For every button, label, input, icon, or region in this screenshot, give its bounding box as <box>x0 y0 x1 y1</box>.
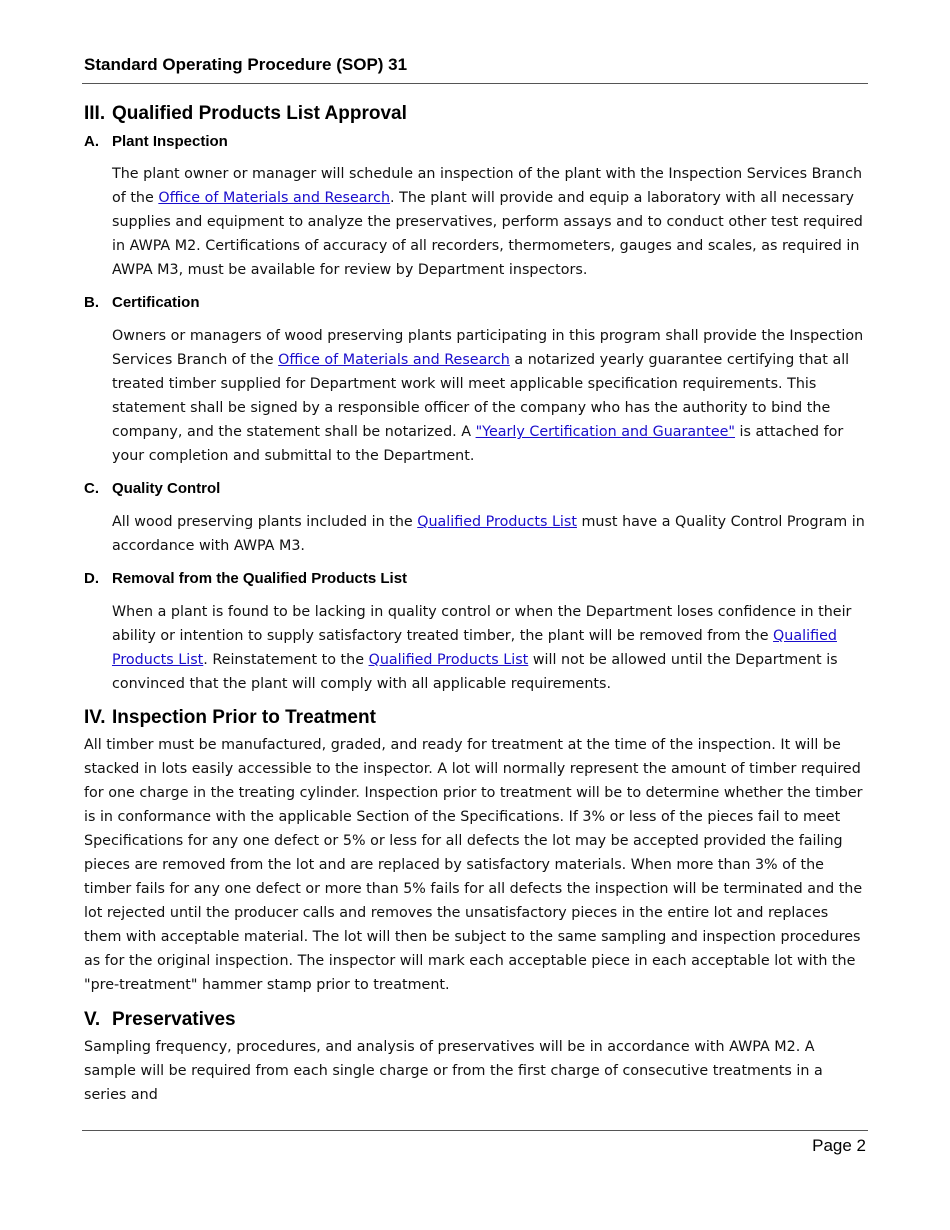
page-header-title: Standard Operating Procedure (SOP) 31 <box>84 55 408 74</box>
link-office-materials-research[interactable]: Office of Materials and Research <box>278 352 510 368</box>
link-qualified-products-list[interactable]: Qualified Products List <box>368 652 529 668</box>
paragraph-preservatives: Sampling frequency, procedures, and analysis of preservatives will be in accordance with AWPA M2. A sample will be required from each single charge or from the first charge of consecutive treatments in a series and <box>84 1039 823 1103</box>
paragraph-plant-inspection <box>112 162 866 282</box>
section-number: V. <box>84 1009 101 1030</box>
link-office-materials-research[interactable]: Office of Materials and Research <box>158 190 391 206</box>
section-heading-preservatives <box>84 1006 866 1034</box>
section-title: Qualified Products List Approval <box>112 103 407 124</box>
paragraph-removal <box>112 600 866 696</box>
section-number: III. <box>84 103 106 124</box>
footer-divider <box>82 1130 868 1131</box>
text-run: The plant owner or manager will schedule an inspection of the plant with the Inspection Services Branch of the <box>112 166 863 206</box>
paragraph-inspection-prior: All timber must be manufactured, graded, and ready for treatment at the time of the inspection. It will be stacked in lots easily accessible to the inspector. A lot will normally represent the amount of timber required for one charge in the treating cylinder. Inspection prior to treatment will be to determine whether the timber is in conformance with the applicable Section of the Specifications. If 3% or less of the pieces fail to meet Specifications for any one defect or 5% or less for all defects the lot may be accepted provided the failing pieces are removed from the lot and are replaced by satisfactory materials. When more than 3% of the timber fails for any one defect or more than 5% fails for all defects the inspection will be terminated and the lot rejected until the producer calls and removes the unsatisfactory pieces in the entire lot and replaces them with acceptable material. The lot will then be subject to the same sampling and inspection procedures as for the original inspection. The inspector will mark each acceptable piece in each acceptable lot with the "pre-treatment" hammer stamp prior to treatment. <box>84 737 863 993</box>
text-run: All wood preserving plants included in the <box>112 514 418 530</box>
text-run: must have a Quality Control Program in accordance with AWPA M3. <box>112 514 865 554</box>
link-yearly-certification[interactable]: "Yearly Certification and Guarantee" <box>475 424 736 440</box>
page-content <box>84 100 866 1107</box>
subsection-letter: A. <box>84 133 99 150</box>
section-number: IV. <box>84 707 106 728</box>
text-run: is attached for your completion and submittal to the Department. <box>112 424 844 464</box>
paragraph-certification <box>112 324 866 468</box>
subsection-letter: D. <box>84 570 99 587</box>
subsection-letter: C. <box>84 480 99 497</box>
subsection-heading-plant-inspection <box>84 131 866 153</box>
subsection-heading-certification <box>84 292 866 314</box>
text-run: Owners or managers of wood preserving plants participating in this program shall provide the Inspection Services Branch of the <box>112 328 864 368</box>
text-run: will not be allowed until the Department is convinced that the plant will comply with all applicable requirements. <box>112 652 838 692</box>
page-number: Page 2 <box>812 1136 866 1155</box>
subsection-letter: B. <box>84 294 99 311</box>
section-title: Inspection Prior to Treatment <box>112 707 376 728</box>
header-divider <box>82 83 868 84</box>
paragraph-quality-control <box>112 510 866 558</box>
link-qualified-products-list[interactable]: Qualified Products List <box>112 628 837 668</box>
text-run: When a plant is found to be lacking in quality control or when the Department loses confidence in their ability or intention to supply satisfactory treated timber, the plant will be removed from the <box>112 604 852 644</box>
section-heading-qpl-approval <box>84 100 866 128</box>
subsection-title: Plant Inspection <box>112 133 228 150</box>
section-title: Preservatives <box>112 1009 236 1030</box>
text-run: a notarized yearly guarantee certifying that all treated timber supplied for Department work will meet applicable specification requirements. This statement shall be signed by a responsible officer of the company who has the authority to bind the company, and the statement shall be notarized. A <box>112 352 850 440</box>
subsection-title: Removal from the Qualified Products List <box>112 570 408 587</box>
subsection-title: Certification <box>112 294 200 311</box>
link-qualified-products-list[interactable]: Qualified Products List <box>417 514 577 530</box>
text-run: . The plant will provide and equip a laboratory with all necessary supplies and equipment to analyze the preservatives, perform assays and to conduct other test required in AWPA M2. Certifications of accuracy of all recorders, thermometers, gauges and scales, as required in AWPA M3, must be available for review by Department inspectors. <box>112 190 863 278</box>
subsection-title: Quality Control <box>112 480 221 497</box>
text-run: . Reinstatement to the <box>203 652 369 668</box>
section-heading-inspection-prior <box>84 704 866 732</box>
subsection-heading-removal <box>84 568 866 590</box>
subsection-heading-quality-control <box>84 478 866 500</box>
